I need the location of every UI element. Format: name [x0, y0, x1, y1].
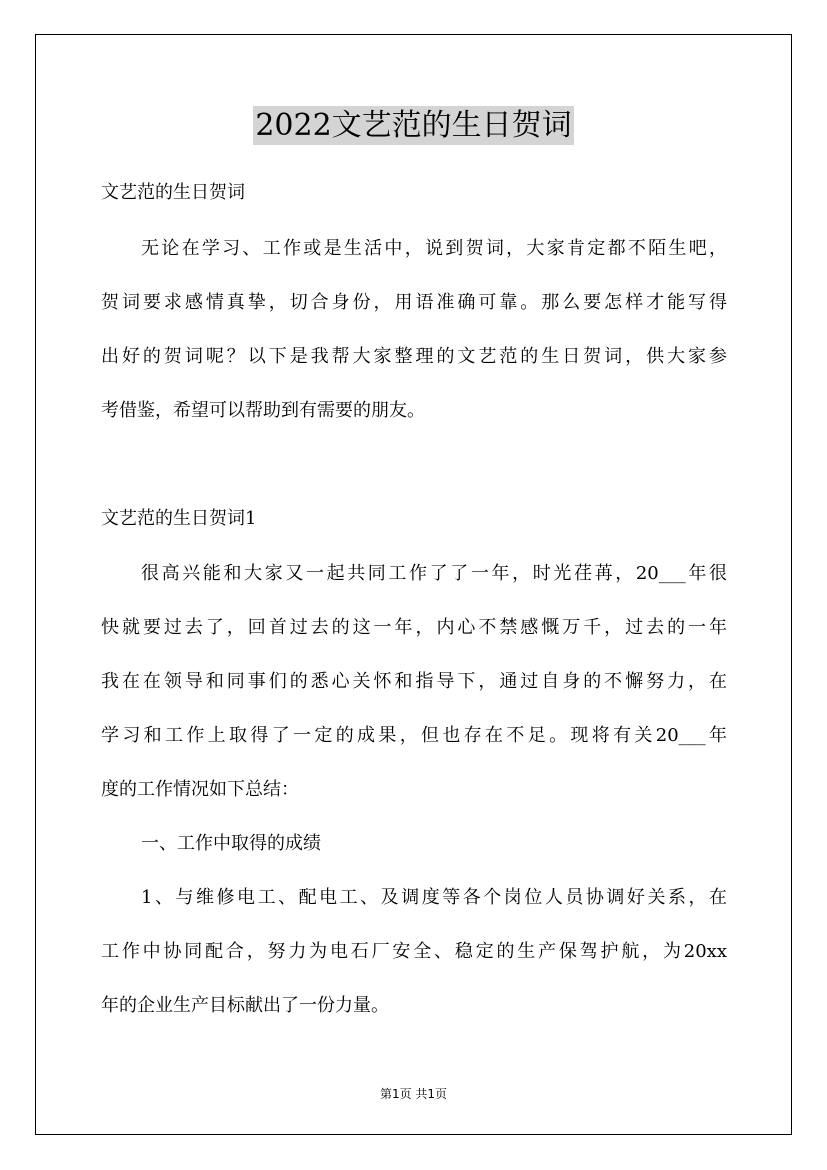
page-footer: 第1页 共1页: [379, 1087, 448, 1101]
intro-line-2: 贺词要求感情真挚，切合身份，用语准确可靠。那么要怎样才能写得: [101, 292, 727, 313]
intro-line-3: 出好的贺词呢？以下是我帮大家整理的文艺范的生日贺词，供大家参: [101, 346, 727, 367]
section-line-5: 度的工作情况如下总结：: [101, 779, 299, 800]
section-line-4: 学习和工作上取得了一定的成果，但也存在不足。现将有关20___年: [101, 725, 727, 746]
item-one-line-1: 1、与维修电工、配电工、及调度等各个岗位人员协调好关系，在: [141, 887, 727, 908]
item-one-line-3: 年的企业生产目标献出了一份力量。: [101, 995, 389, 1016]
section-line-1: 很高兴能和大家又一起共同工作了了一年，时光荏苒，20___年很: [141, 563, 727, 584]
document-title: [0, 100, 827, 144]
intro-line-4: 考借鉴，希望可以帮助到有需要的朋友。: [101, 400, 425, 421]
subtitle: 文艺范的生日贺词: [101, 182, 245, 203]
section-line-2: 快就要过去了，回首过去的这一年，内心不禁感慨万千，过去的一年: [101, 617, 727, 638]
section-title: 文艺范的生日贺词1: [101, 508, 257, 529]
heading-one: 一、工作中取得的成绩: [141, 833, 321, 854]
document-title-text: 2022文艺范的生日贺词: [255, 108, 572, 143]
intro-line-1: 无论在学习、工作或是生活中，说到贺词，大家肯定都不陌生吧，: [141, 238, 727, 259]
section-line-3: 我在在领导和同事们的悉心关怀和指导下，通过自身的不懈努力，在: [101, 671, 727, 692]
item-one-line-2: 工作中协同配合，努力为电石厂安全、稳定的生产保驾护航，为20xx: [101, 941, 727, 962]
